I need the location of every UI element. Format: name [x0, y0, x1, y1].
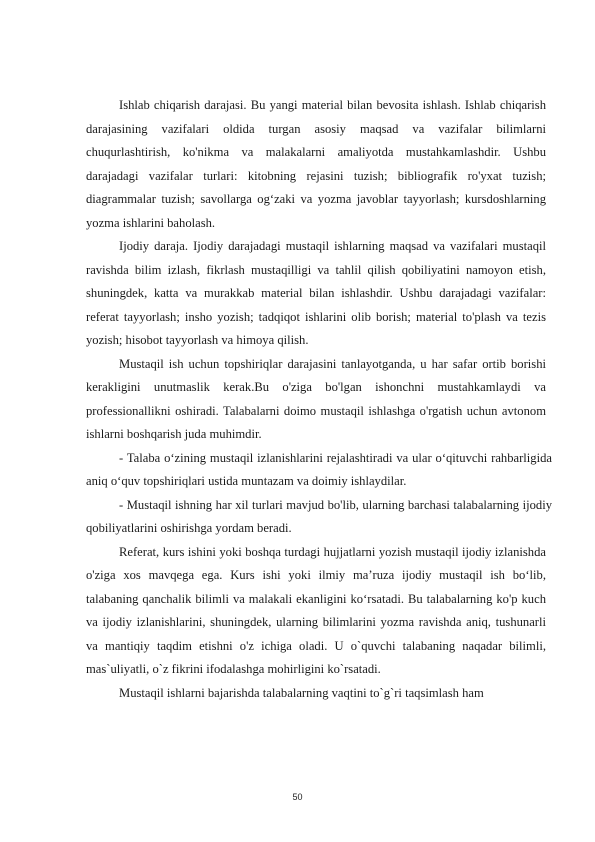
paragraph-task-levels: Mustaqil ish uchun topshiriqlar darajasini tanlayotganda, u har safar ortib borishi kerakligini unutmaslik kerak.Bu o'ziga bo'lgan ishonchni mustahkamlaydi va professionallikni oshiradi. Talabalarni doimo mustaqil ishlashga o'rgatish uchun avtonom ishlarni boshqarish juda muhimdir.: [86, 356, 546, 441]
paragraph-production-level: Ishlab chiqarish darajasi. Bu yangi material bilan bevosita ishlash. Ishlab chiqarish darajasining vazifalari oldida turgan asosiy maqsad va vazifalar bilimlarni chuqurlashtirish, ko'nikma va malakalarni amaliyotda mustahkamlashdir. Ushbu darajadagi vazifalar turlari: kitobning rejasini tuzish; bibliografik ro'yxat tuzish; diagrammalar tuzish; savollarga og‘zaki va yozma javoblar tayyorlash; kursdoshlarning yozma ishlarini baholash.: [86, 98, 546, 230]
paragraph-referat-course-work: Referat, kurs ishini yoki boshqa turdagi hujjatlarni yozish mustaqil ijodiy izlanishda o'ziga xos mavqega ega. Kurs ishi yoki ilmiy ma’ruza ijodiy mustaqil ish bo‘lib, talabaning qanchalik bilimli va malakali ekanligini ko‘rsatadi. Bu talabalarning ko'p kuch va ijodiy izlanishlarini, shuningdek, ularning bilimlarini yozma ravishda aniq, tushunarli va mantiqiy taqdim etishni o'z ichiga oladi. U o`quvchi talabaning naqadar bilimli, mas`uliyatli, o`z fikrini ifodalashga mohirligini ko`rsatadi.: [86, 544, 546, 676]
paragraph-independent-work-types: - Mustaqil ishning har xil turlari mavjud bo'lib, ularning barchasi talabalarning ijodiy qobiliyatlarini oshirishga yordam beradi.: [86, 497, 552, 535]
body-text: [86, 94, 552, 705]
paragraph-student-planning: - Talaba o‘zining mustaqil izlanishlarini rejalashtiradi va ular o‘qituvchi rahbarligida aniq o‘quv topshiriqlari ustida muntazam va doimiy ishlaydilar.: [86, 450, 552, 488]
page-number: 50: [292, 792, 303, 802]
paragraph-time-allocation: Mustaqil ishlarni bajarishda talabalarning vaqtini to`g`ri taqsimlash ham: [119, 685, 484, 700]
paragraph-creative-level: Ijodiy daraja. Ijodiy darajadagi mustaqil ishlarning maqsad va vazifalari mustaqil ravishda bilim izlash, fikrlash mustaqilligi va tahlil qilish qobiliyatini namoyon etish, shuningdek, katta va murakkab material bilan ishlashdir. Ushbu darajadagi vazifalar: referat tayyorlash; insho yozish; tadqiqot ishlarini olib borish; material to'plash va tezis yozish; hisobot tayyorlash va himoya qilish.: [86, 239, 546, 347]
